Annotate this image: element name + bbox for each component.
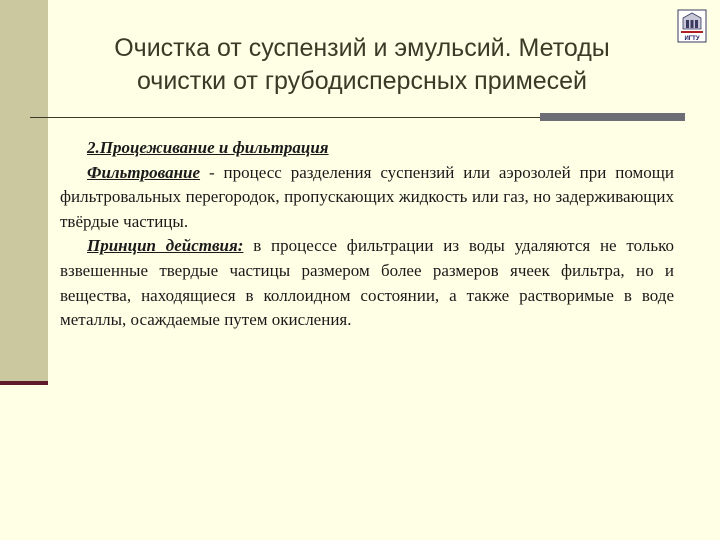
term-principle: Принцип действия: bbox=[87, 236, 244, 256]
section-heading-text: 2.Процеживание и фильтрация bbox=[87, 138, 329, 157]
sidebar-band bbox=[0, 0, 48, 384]
title-line-1: Очистка от суспензий и эмульсий. Методы bbox=[114, 34, 610, 62]
definition-text: - процесс разделения суспензий или аэрозолей при помощи фильтровальных перегородок, пропускающих жидкость или газ, но задерживающих твёрдые частицы. bbox=[60, 162, 674, 231]
title-accent-bar bbox=[540, 113, 685, 121]
university-logo-icon bbox=[677, 9, 707, 43]
section-heading bbox=[60, 136, 674, 161]
svg-text:ИГТУ: ИГТУ bbox=[684, 36, 700, 42]
sidebar-divider bbox=[0, 381, 48, 385]
slide-body bbox=[60, 136, 674, 333]
principle-paragraph bbox=[60, 234, 674, 332]
principle-text: в процессе фильтрации из воды удаляются не только взвешенные твердые частицы размером более размеров ячеек фильтра, но и вещества, находящиеся в коллоидном состоянии, а также растворимые в воде металлы, осаждаемые путем окисления. bbox=[60, 236, 675, 330]
title-line-2: очистки от грубодисперсных примесей bbox=[136, 67, 588, 95]
slide-title bbox=[60, 32, 664, 98]
term-filtration: Фильтрование bbox=[87, 162, 201, 182]
definition-paragraph bbox=[60, 161, 674, 235]
